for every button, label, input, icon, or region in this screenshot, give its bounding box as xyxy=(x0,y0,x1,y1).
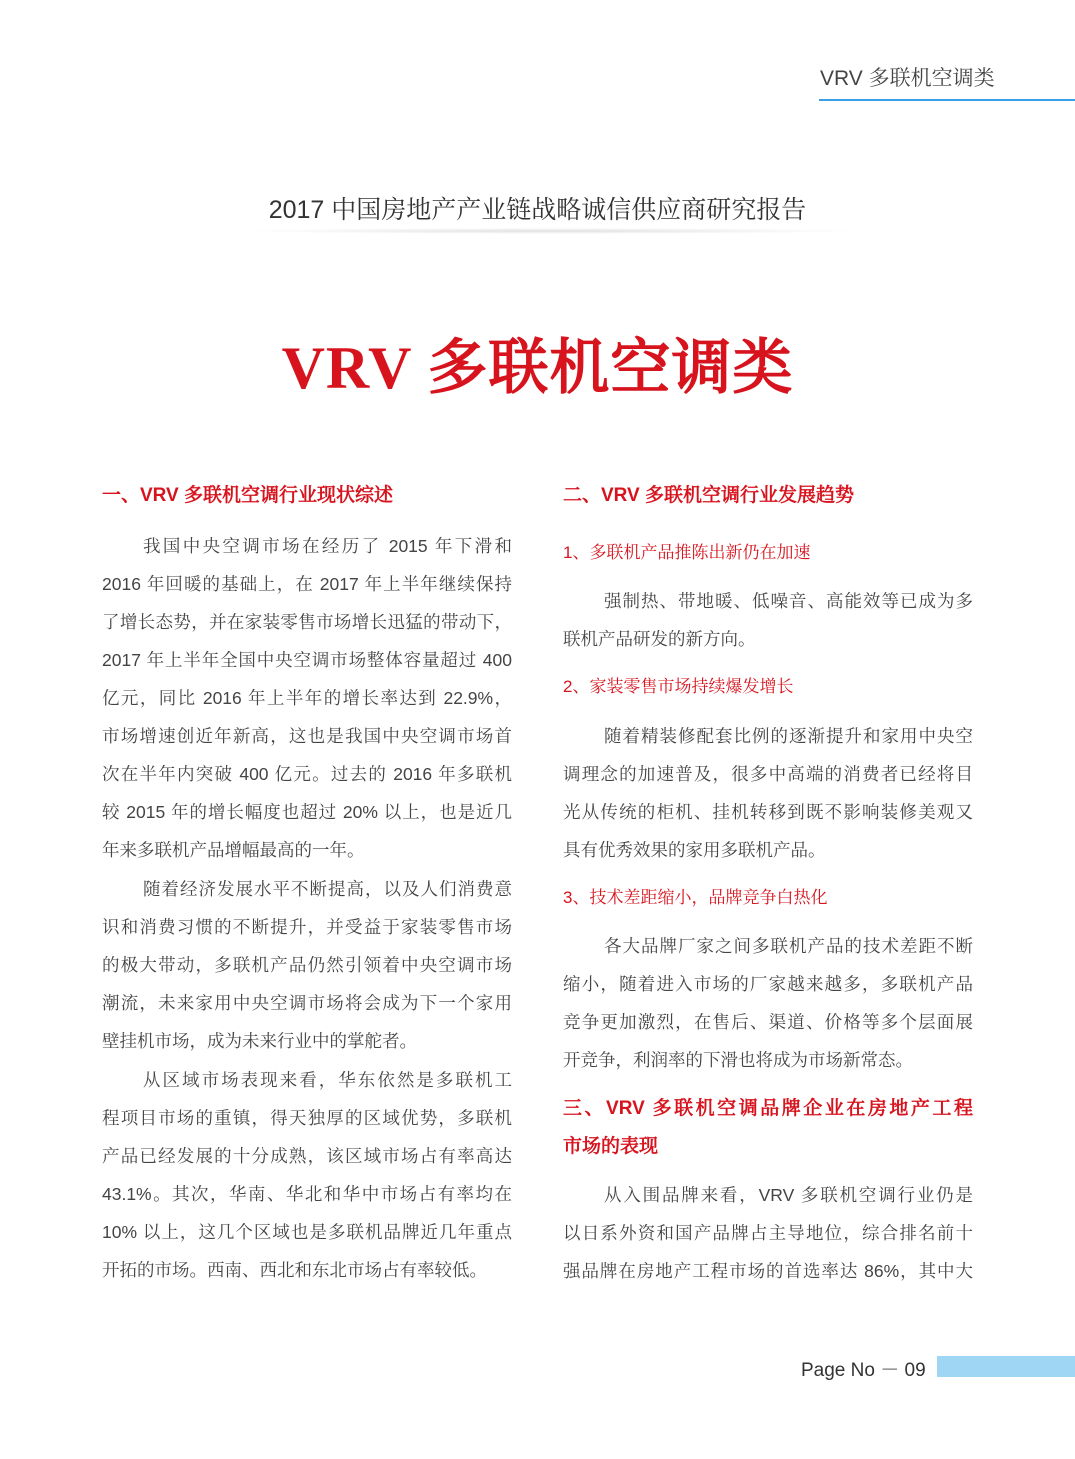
left-paragraph-3 xyxy=(102,1061,512,1289)
paragraph-line: 以日系外资和国产品牌占主导地位，综合排名前十 xyxy=(563,1223,973,1243)
subheading-3 xyxy=(563,879,973,917)
paragraph-line: 我国中央空调市场在经历了 2015 年下滑和 xyxy=(143,536,512,556)
right-paragraph-4 xyxy=(563,1176,973,1290)
paragraph-line: 竞争更加激烈，在售后、渠道、价格等多个层面展 xyxy=(563,1012,973,1032)
paragraph-line: 随着精装修配套比例的逐渐提升和家用中央空 xyxy=(604,726,973,746)
subheading-2 xyxy=(563,668,973,706)
paragraph-line: 次在半年内突破 400 亿元。过去的 2016 年多联机 xyxy=(102,764,512,784)
paragraph-line: 程项目市场的重镇，得天独厚的区域优势，多联机 xyxy=(102,1108,512,1128)
right-column xyxy=(563,477,973,515)
paragraph-line: 强制热、带地暖、低噪音、高能效等已成为多 xyxy=(604,591,973,611)
paragraph-line: 较 2015 年的增长幅度也超过 20% 以上，也是近几 xyxy=(102,802,512,822)
header-divider xyxy=(819,99,1075,101)
paragraph-line: 强品牌在房地产工程市场的首选率达 86%，其中大 xyxy=(563,1261,973,1281)
right-paragraph-2 xyxy=(563,717,973,869)
paragraph-line: 的极大带动，多联机产品仍然引领着中央空调市场 xyxy=(102,955,512,975)
paragraph-line: 10% 以上，这几个区域也是多联机品牌近几年重点 xyxy=(102,1222,512,1242)
subheading-text: 2、家装零售市场持续爆发增长 xyxy=(563,677,794,696)
section-heading-3 xyxy=(563,1090,973,1166)
paragraph-line: 了增长态势，并在家装零售市场增长迅猛的带动下， xyxy=(102,612,512,632)
paragraph-line: 年来多联机产品增幅最高的一年。 xyxy=(102,840,365,860)
paragraph-line: 2017 年上半年全国中央空调市场整体容量超过 400 xyxy=(102,650,512,670)
paragraph-line: 开拓的市场。西南、西北和东北市场占有率较低。 xyxy=(102,1260,487,1280)
section-heading-1: 一、VRV 多联机空调行业现状综述 xyxy=(102,485,394,506)
paragraph-line: 从入围品牌来看，VRV 多联机空调行业仍是 xyxy=(604,1185,973,1205)
left-paragraph-1 xyxy=(102,527,512,869)
paragraph-line: 开竞争，利润率的下滑也将成为市场新常态。 xyxy=(563,1050,913,1070)
title-shadow-divider xyxy=(240,228,865,234)
paragraph-line: 潮流，未来家用中央空调市场将会成为下一个家用 xyxy=(102,993,512,1013)
paragraph-line: 2016 年回暖的基础上，在 2017 年上半年继续保持 xyxy=(102,574,512,594)
section-heading-2: 二、VRV 多联机空调行业发展趋势 xyxy=(563,485,855,506)
left-paragraph-2 xyxy=(102,870,512,1060)
paragraph-line: 随着经济发展水平不断提高，以及人们消费意 xyxy=(143,879,512,899)
header-section-title: VRV 多联机空调类 xyxy=(820,67,995,90)
paragraph-line: 识和消费习惯的不断提升，并受益于家装零售市场 xyxy=(102,917,512,937)
paragraph-line: 市场增速创近年新高，这也是我国中央空调市场首 xyxy=(102,726,512,746)
paragraph-line: 光从传统的柜机、挂机转移到既不影响装修美观又 xyxy=(563,802,973,822)
page-title: VRV 多联机空调类 xyxy=(281,335,794,401)
paragraph-line: 从区域市场表现来看，华东依然是多联机工 xyxy=(143,1070,512,1090)
paragraph-line: 调理念的加速普及，很多中高端的消费者已经将目 xyxy=(563,764,973,784)
paragraph-line: 各大品牌厂家之间多联机产品的技术差距不断 xyxy=(604,936,973,956)
subheading-text: 1、多联机产品推陈出新仍在加速 xyxy=(563,543,811,562)
left-column xyxy=(102,477,512,515)
footer-accent-bar xyxy=(937,1356,1075,1377)
page-number: Page No － 09 xyxy=(801,1360,926,1381)
paragraph-line: 缩小，随着进入市场的厂家越来越多，多联机产品 xyxy=(563,974,973,994)
subheading-1 xyxy=(563,534,973,572)
section-heading-3-line-1: 三、VRV 多联机空调品牌企业在房地产工程 xyxy=(563,1098,973,1119)
paragraph-line: 联机产品研发的新方向。 xyxy=(563,629,756,649)
paragraph-line: 产品已经发展的十分成熟，该区域市场占有率高达 xyxy=(102,1146,512,1166)
paragraph-line: 具有优秀效果的家用多联机产品。 xyxy=(563,840,826,860)
paragraph-line: 43.1%。其次，华南、华北和华中市场占有率均在 xyxy=(102,1184,512,1204)
report-title: 2017 中国房地产产业链战略诚信供应商研究报告 xyxy=(268,196,807,224)
right-paragraph-1 xyxy=(563,582,973,658)
right-paragraph-3 xyxy=(563,927,973,1079)
section-heading-3-line-2: 市场的表现 xyxy=(563,1136,659,1157)
subheading-text: 3、技术差距缩小，品牌竞争白热化 xyxy=(563,888,828,907)
paragraph-line: 壁挂机市场，成为未来行业中的掌舵者。 xyxy=(102,1031,417,1051)
paragraph-line: 亿元，同比 2016 年上半年的增长率达到 22.9%， xyxy=(102,688,512,708)
